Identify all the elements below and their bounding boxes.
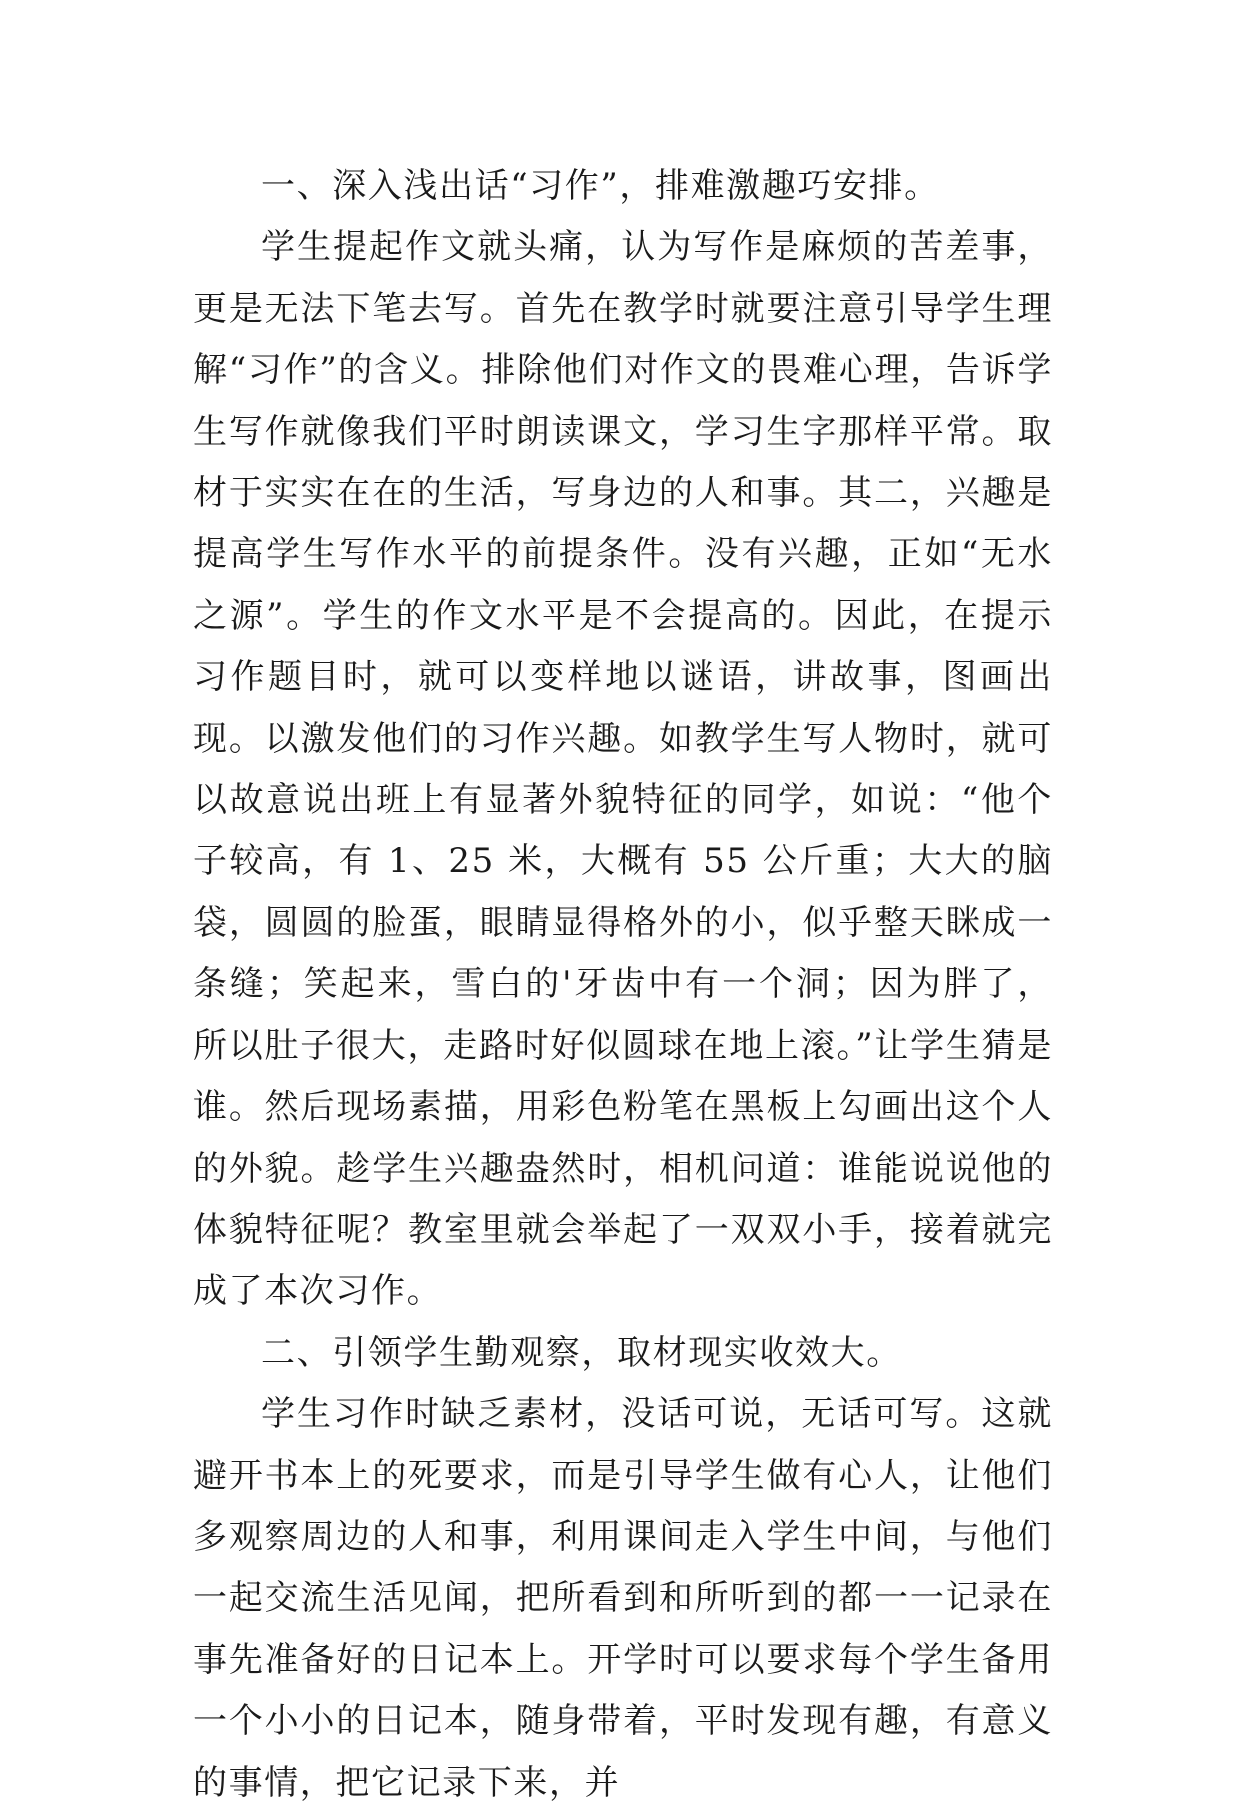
paragraph-1: 学生提起作文就头痛，认为写作是麻烦的苦差事，更是无法下笔去写。首先在教学时就要注意引导学生理解“习作”的含义。排除他们对作文的畏难心理，告诉学生写作就像我们平时朗读课文，学习生字那样平常。取材于实实在在的生活，写身边的人和事。其二，兴趣是提高学生写作水平的前提条件。没有兴趣，正如“无水之源”。学生的作文水平是不会提高的。因此，在提示习作题目时，就可以变样地以谜语，讲故事，图画出现。以激发他们的习作兴趣。如教学生写人物时，就可以故意说出班上有显著外貌特征的同学，如说：“他个子较高，有 1、25 米，大概有 55 公斤重；大大的脑袋，圆圆的脸蛋，眼睛显得格外的小，似乎整天眯成一条缝；笑起来，雪白的'牙齿中有一个洞；因为胖了，所以肚子很大，走路时好似圆球在地上滚。”让学生猜是谁。然后现场素描，用彩色粉笔在黑板上勾画出这个人的外貌。趁学生兴趣盎然时，相机问道：谁能说说他的体貌特征呢？教室里就会举起了一双双小手，接着就完成了本次习作。 [193,227,1053,1312]
document-body [193,156,1053,1814]
section-heading-2: 二、引领学生勤观察，取材现实收效大。 [261,1332,902,1373]
paragraph-2: 学生习作时缺乏素材，没话可说，无话可写。这就避开书本上的死要求，而是引导学生做有心人，让他们多观察周边的人和事，利用课间走入学生中间，与他们一起交流生活见闻，把所看到和所听到的都一一记录在事先准备好的日记本上。开学时可以要求每个学生备用一个小小的日记本，随身带着，平时发现有趣，有意义的事情，把它记录下来，并 [193,1394,1053,1803]
section-heading-1: 一、深入浅出话“习作”，排难激趣巧安排。 [261,166,940,206]
